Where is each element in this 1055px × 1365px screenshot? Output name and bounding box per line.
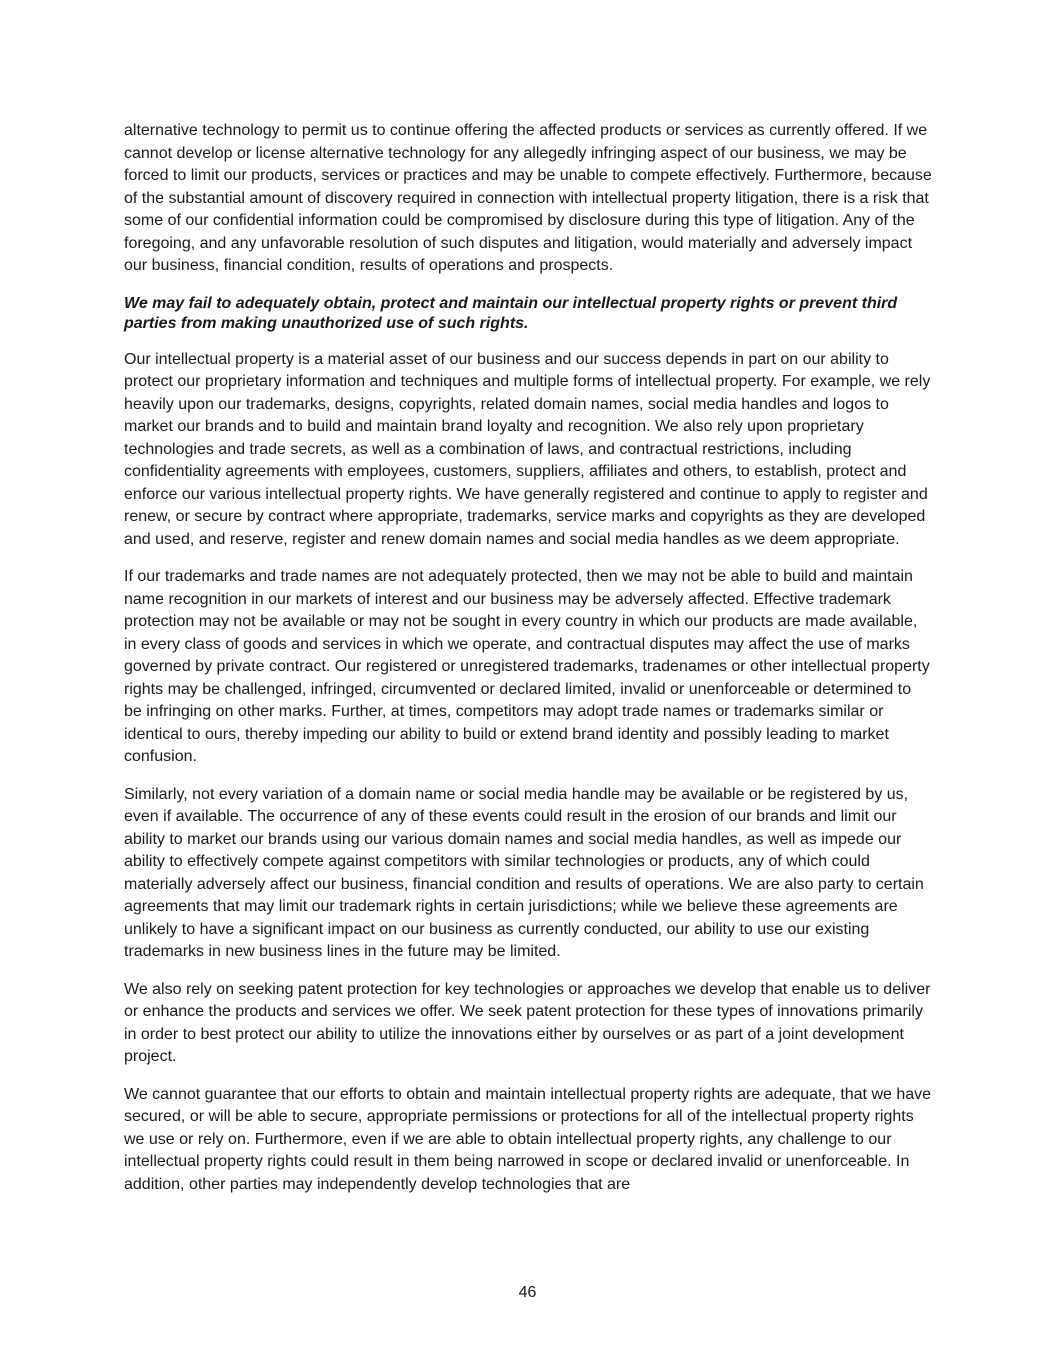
- paragraph-alternative-technology: alternative technology to permit us to continue offering the affected products or services as currently offered. If we cannot develop or license alternative technology for any allegedly infringing aspect of our business, we may be forced to limit our products, services or practices and may be unable to compete effectively. Furthermore, because of the substantial amount of discovery required in connection with intellectual property litigation, there is a risk that some of our confidential information could be compromised by disclosure during this type of litigation. Any of the foregoing, and any unfavorable resolution of such disputes and litigation, would materially and adversely impact our business, financial condition, results of operations and prospects.: [124, 122, 932, 274]
- paragraph-trademarks-protection: If our trademarks and trade names are not adequately protected, then we may not be able to build and maintain name recognition in our markets of interest and our business may be adversely affected. Effective trademark protection may not be available or may not be sought in every country in which our products are made available, in every class of goods and services in which we operate, and contractual disputes may affect the use of marks governed by private contract. Our registered or unregistered trademarks, tradenames or other intellectual property rights may be challenged, infringed, circumvented or declared limited, invalid or unenforceable or determined to be infringing on other marks. Further, at times, competitors may adopt trade names or trademarks similar or identical to ours, thereby impeding our ability to build or extend brand identity and possibly leading to market confusion.: [124, 568, 930, 765]
- paragraph-no-guarantee: We cannot guarantee that our efforts to obtain and maintain intellectual property rights are adequate, that we have secured, or will be able to secure, appropriate permissions or protections for all of the intellectual property rights we use or rely on. Furthermore, even if we are able to obtain intellectual property rights, any challenge to our intellectual property rights could result in them being narrowed in scope or declared invalid or unenforceable. In addition, other parties may independently develop technologies that are: [124, 1085, 932, 1193]
- section-heading-ip-rights: We may fail to adequately obtain, protect and maintain our intellectual property rights or prevent third parties from making unauthorized use of such rights.: [124, 294, 898, 332]
- document-body: [124, 120, 932, 1211]
- paragraph-patent-protection: We also rely on seeking patent protection for key technologies or approaches we develop that enable us to deliver or enhance the products and services we offer. We seek patent protection for these types of innovations primarily in order to best protect our ability to utilize the innovations either by ourselves or as part of a joint development project.: [124, 980, 931, 1065]
- paragraph-ip-material-asset: Our intellectual property is a material asset of our business and our success depends in part on our ability to protect our proprietary information and techniques and multiple forms of intellectual property. For example, we rely heavily upon our trademarks, designs, copyrights, related domain names, social media handles and logos to market our brands and to build and maintain brand loyalty and recognition. We also rely upon proprietary technologies and trade secrets, as well as a combination of laws, and contractual restrictions, including confidentiality agreements with employees, customers, suppliers, affiliates and others, to establish, protect and enforce our various intellectual property rights. We have generally registered and continue to apply to register and renew, or secure by contract where appropriate, trademarks, service marks and copyrights as they are developed and used, and reserve, register and renew domain names and social media handles as we deem appropriate.: [124, 350, 931, 548]
- paragraph-domain-names: Similarly, not every variation of a domain name or social media handle may be available or be registered by us, even if available. The occurrence of any of these events could result in the erosion of our brands and limit our ability to market our brands using our various domain names and social media handles, as well as impede our ability to effectively compete against competitors with similar technologies or products, any of which could materially adversely affect our business, financial condition and results of operations. We are also party to certain agreements that may limit our trademark rights in certain jurisdictions; while we believe these agreements are unlikely to have a significant impact on our business as currently conducted, our ability to use our existing trademarks in new business lines in the future may be limited.: [124, 785, 924, 960]
- page-number: 46: [518, 1284, 537, 1301]
